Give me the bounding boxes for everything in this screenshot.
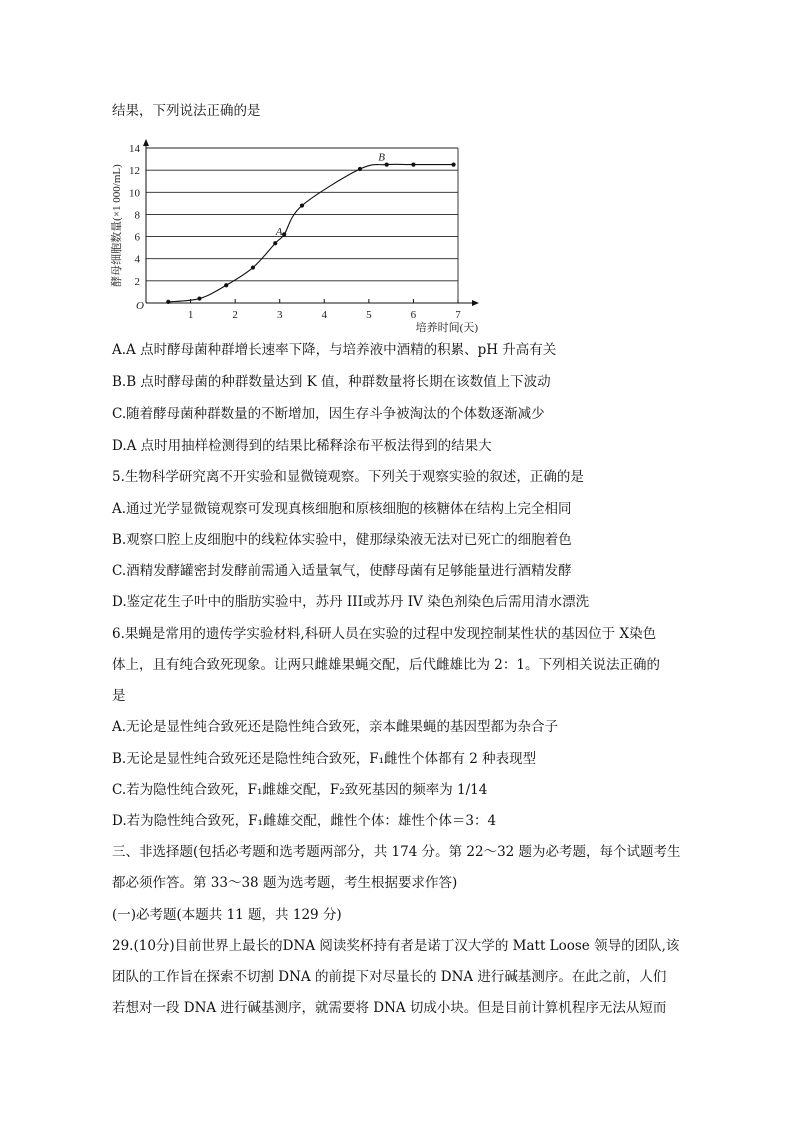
text-line: (一)必考题(本题共 11 题，共 129 分) [112,907,342,923]
intro-text: 结果，下列说法正确的是 [112,103,261,119]
text-line: 5.生物科学研究离不开实验和显微镜观察。下列关于观察实验的叙述，正确的是 [112,469,584,485]
text-line: 都必须作答。第 33～38 题为选考题，考生根据要求作答) [112,875,458,891]
growth-chart [108,138,488,334]
text-line: A.无论是显性纯合致死还是隐性纯合致死，亲本雌果蝇的基因型都为杂合子 [112,719,559,735]
x-tick-label: 7 [455,309,461,321]
data-point [224,283,228,287]
data-points [166,163,455,304]
text-line: 若想对一段 DNA 进行碱基测序，就需要将 DNA 切成小块。但是目前计算机程序无法从短而 [112,1000,667,1016]
y-tick-label: 10 [129,187,140,200]
data-point [300,203,304,207]
y-tick-label: 12 [129,165,140,178]
origin-label: O [136,300,144,312]
text-line: 29.(10分)目前世界上最长的DNA 阅读奖杯持有者是诺丁汉大学的 Matt Loose 领导的团队,该 [112,938,680,954]
annotation-B: B [378,151,385,164]
data-point [358,167,362,171]
data-point [251,265,255,269]
data-point [273,241,277,245]
text-line: 体上，且有纯合致死现象。让两只雌雄果蝇交配，后代雌雄比为 2：1。下列相关说法正确的 [112,657,660,673]
x-axis-arrow [472,300,479,306]
x-tick-label: 2 [232,309,238,321]
text-line: D.若为隐性纯合致死，F₁雌雄交配，雌性个体：雄性个体＝3：4 [112,813,497,829]
y-tick-label: 8 [134,209,140,222]
text-line: A.通过光学显微镜观察可发现真核细胞和原核细胞的核糖体在结构上完全相同 [112,501,572,517]
y-tick-label: 4 [134,253,140,266]
text-line: 三、非选择题(包括必考题和选考题两部分，共 174 分。第 22～32 题为必考题，每个试题考生 [112,844,681,860]
data-point [197,296,201,300]
text-line: D.鉴定花生子叶中的脂肪实验中，苏丹 III或苏丹 IV 染色剂染色后需用清水漂洗 [112,594,590,610]
text-line: B.无论是显性纯合致死还是隐性纯合致死，F₁雌性个体都有 2 种表现型 [112,751,537,767]
text-line: B.B 点时酵母菌的种群数量达到 K 值，种群数量将长期在该数值上下波动 [112,374,551,390]
x-tick-label: 5 [366,309,372,321]
text-line: C.酒精发酵罐密封发酵前需通入适量氧气，使酵母菌有足够能量进行酒精发酵 [112,563,572,579]
text-line: B.观察口腔上皮细胞中的线粒体实验中，健那绿染液无法对已死亡的细胞着色 [112,532,572,548]
text-line: 团队的工作旨在探索不切割 DNA 的前提下对尽量长的 DNA 进行碱基测序。在此之前，人们 [112,969,667,985]
annotations [275,152,386,238]
y-axis-arrow [143,139,149,146]
y-tick-label: 14 [129,143,140,155]
y-axis-label: 酵母细胞数量(×1 000/mL) [111,164,123,287]
x-tick-label: 4 [321,309,328,321]
text-line: C.若为隐性纯合致死，F₁雌雄交配，F₂致死基因的频率为 1/14 [112,782,488,798]
text-line: 6.果蝇是常用的遗传学实验材料,科研人员在实验的过程中发现控制某性状的基因位于 X染色 [112,626,657,642]
x-tick-label: 3 [276,309,283,321]
x-tick-label: 1 [187,309,194,321]
data-point [451,163,455,167]
text-line: D.A 点时用抽样检测得到的结果比稀释涂布平板法得到的结果大 [112,438,492,454]
text-line: A.A 点时酵母菌种群增长速率下降，与培养液中酒精的积累、pH 升高有关 [112,342,557,358]
x-axis-label: 培养时间(天) [415,322,478,334]
annotation-A: A [275,225,283,238]
y-tick-label: 2 [134,275,140,288]
data-point [385,163,389,167]
x-tick-label: 6 [410,309,417,321]
data-point [166,300,170,304]
data-point [411,163,415,167]
y-tick-label: 6 [134,231,140,244]
chart-grid [146,148,458,303]
text-line: 是 [112,688,126,704]
text-line: C.随着酵母菌种群数量的不断增加，因生存斗争被淘汰的个体数逐渐减少 [112,406,545,422]
data-point [282,232,286,236]
